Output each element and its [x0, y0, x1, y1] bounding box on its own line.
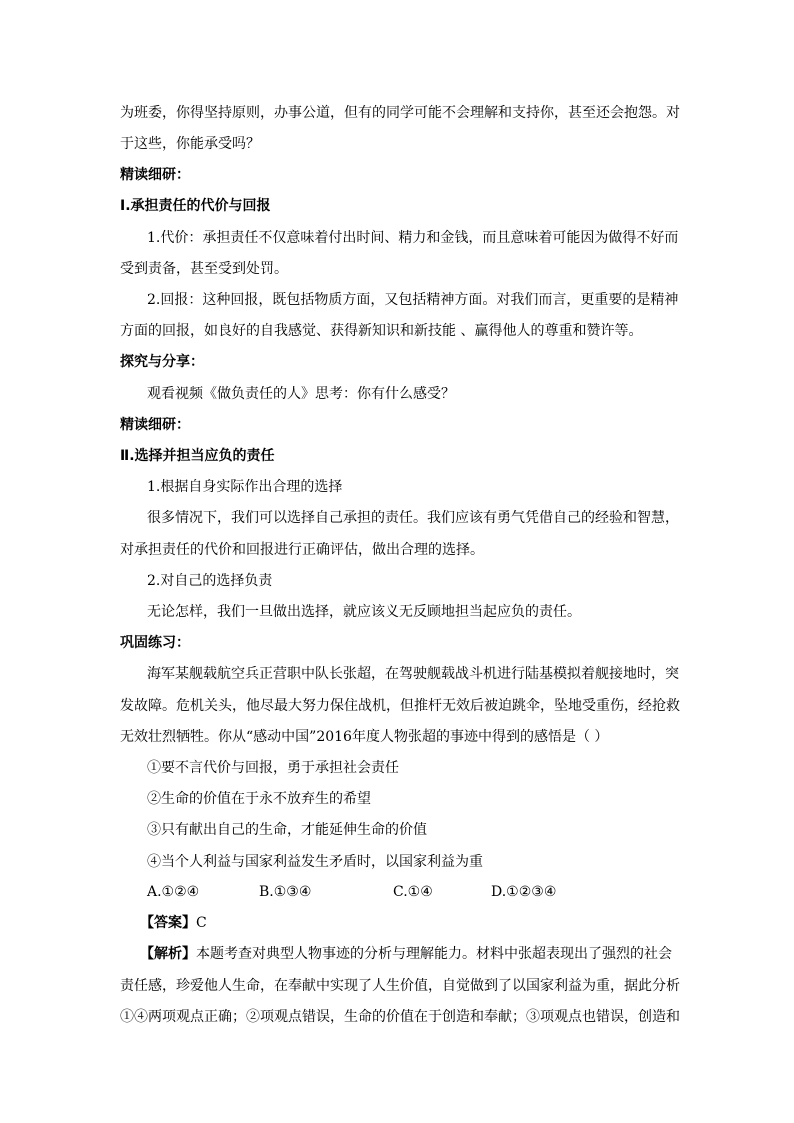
answer-line: [140, 913, 207, 933]
analysis-text-1: 本题考查对典型人物事迹的分析与理解能力。材料中张超表现出了强烈的社会: [196, 946, 672, 962]
intro-line-1: 为班委，你得坚持原则，办事公道，但有的同学可能不会理解和支持你，甚至还会抱怨。对: [120, 105, 680, 121]
analysis-line-3: ①④两项观点正确；②项观点错误，生命的价值在于创造和奉献；③项观点也错误，创造和: [120, 1009, 680, 1025]
statement-4: ④当个人利益与国家利益发生矛盾时，以国家利益为重: [147, 854, 483, 870]
item-2-title: 2.对自己的选择负责: [147, 573, 273, 589]
analysis-line-1: [140, 944, 672, 964]
subheading-choose-responsibility: Ⅱ.选择并担当应负的责任: [120, 448, 275, 464]
answer-value: C: [196, 915, 207, 931]
option-c: C.①④: [393, 884, 433, 900]
section-heading-explore-share: 探究与分享：: [120, 354, 204, 370]
option-a: A.①②④: [147, 884, 200, 900]
answer-options: [147, 882, 667, 902]
reward-paragraph-line-1: 2.回报：这种回报，既包括物质方面，又包括精神方面。对我们而言，更重要的是精神: [147, 292, 679, 308]
section-heading-close-reading-2: 精读细研：: [120, 417, 190, 433]
section-heading-close-reading-1: 精读细研：: [120, 167, 190, 183]
intro-line-2: 于这些，你能承受吗？: [120, 136, 260, 152]
option-d: D.①②③④: [491, 884, 557, 900]
question-line-1: 海军某舰载航空兵正营职中队长张超，在驾驶舰载战斗机进行陆基模拟着舰接地时，突: [147, 666, 679, 682]
analysis-label: 【解析】: [140, 946, 196, 962]
statement-3: ③只有献出自己的生命，才能延伸生命的价值: [147, 822, 427, 838]
item-1-line-2: 对承担责任的代价和回报进行正确评估，做出合理的选择。: [120, 542, 484, 558]
item-1-line-1: 很多情况下，我们可以选择自己承担的责任。我们应该有勇气凭借自己的经验和智慧，: [147, 510, 679, 526]
subheading-cost-and-reward: Ⅰ.承担责任的代价与回报: [120, 198, 271, 214]
analysis-line-2: 责任感，珍爱他人生命，在奉献中实现了人生价值，自觉做到了以国家利益为重，据此分析: [120, 978, 680, 994]
section-heading-practice: 巩固练习：: [120, 635, 190, 651]
statement-1: ①要不言代价与回报，勇于承担社会责任: [147, 760, 399, 776]
item-2-text: 无论怎样，我们一旦做出选择，就应该义无反顾地担当起应负的责任。: [147, 604, 581, 620]
statement-2: ②生命的价值在于永不放弃生的希望: [147, 791, 371, 807]
cost-paragraph-line-2: 受到责备，甚至受到处罚。: [120, 261, 288, 277]
item-1-title: 1.根据自身实际作出合理的选择: [147, 479, 343, 495]
option-b: B.①③④: [259, 884, 312, 900]
question-line-3: 无效壮烈牺牲。你从“感动中国”2016年度人物张超的事迹中得到的感悟是（ ）: [120, 729, 609, 745]
explore-share-text: 观看视频《做负责任的人》思考：你有什么感受？: [147, 386, 455, 402]
answer-label: 【答案】: [140, 915, 196, 931]
cost-paragraph-line-1: 1.代价：承担责任不仅意味着付出时间、精力和金钱，而且意味着可能因为做得不好而: [147, 230, 679, 246]
reward-paragraph-line-2: 方面的回报，如良好的自我感觉、获得新知识和新技能 、赢得他人的尊重和赞许等。: [120, 323, 643, 339]
question-line-2: 发故障。危机关头，他尽最大努力保住战机，但推杆无效后被迫跳伞，坠地受重伤，经抢救: [120, 698, 680, 714]
